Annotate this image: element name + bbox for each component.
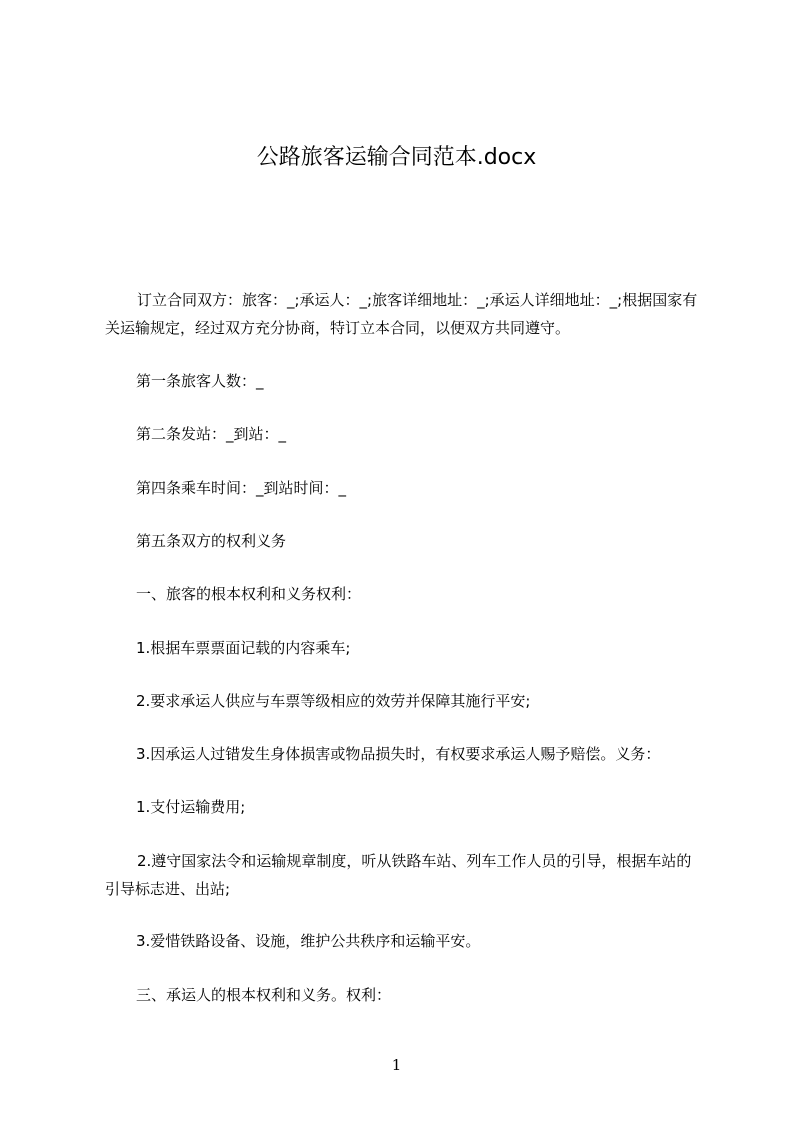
document-title: 公路旅客运输合同范本.docx: [256, 145, 537, 170]
paragraph-duty-2: 2.遵守国家法令和运输规章制度，听从铁路车站、列车工作人员的引导，根据车站的引导标志进、出站;: [105, 852, 692, 898]
paragraph-right-3: 3.因承运人过错发生身体损害或物品损失时，有权要求承运人赐予赔偿。义务：: [136, 745, 661, 763]
paragraph-passenger-rights: 一、旅客的根本权利和义务权利：: [136, 585, 362, 603]
paragraph-parties: 订立合同双方：旅客：_;承运人：_;旅客详细地址：_;承运人详细地址：_;根据国家有关运输规定，经过双方充分协商，特订立本合同，以便双方共同遵守。: [105, 291, 698, 337]
paragraph-duty-1: 1.支付运输费用;: [136, 798, 246, 816]
paragraph-duty-3: 3.爱惜铁路设备、设施，维护公共秩序和运输平安。: [136, 932, 481, 950]
paragraph-right-2: 2.要求承运人供应与车票等级相应的效劳并保障其施行平安;: [136, 692, 531, 710]
paragraph-article-1: 第一条旅客人数：_: [136, 372, 264, 390]
paragraph-article-4: 第四条乘车时间：_到站时间：_: [136, 479, 347, 497]
paragraph-article-2: 第二条发站：_到站：_: [136, 425, 287, 443]
paragraph-article-5: 第五条双方的权利义务: [136, 532, 287, 550]
page-number: 1: [391, 1056, 402, 1074]
paragraph-right-1: 1.根据车票票面记载的内容乘车;: [136, 639, 351, 657]
paragraph-carrier-rights: 三、承运人的根本权利和义务。权利：: [136, 986, 392, 1004]
